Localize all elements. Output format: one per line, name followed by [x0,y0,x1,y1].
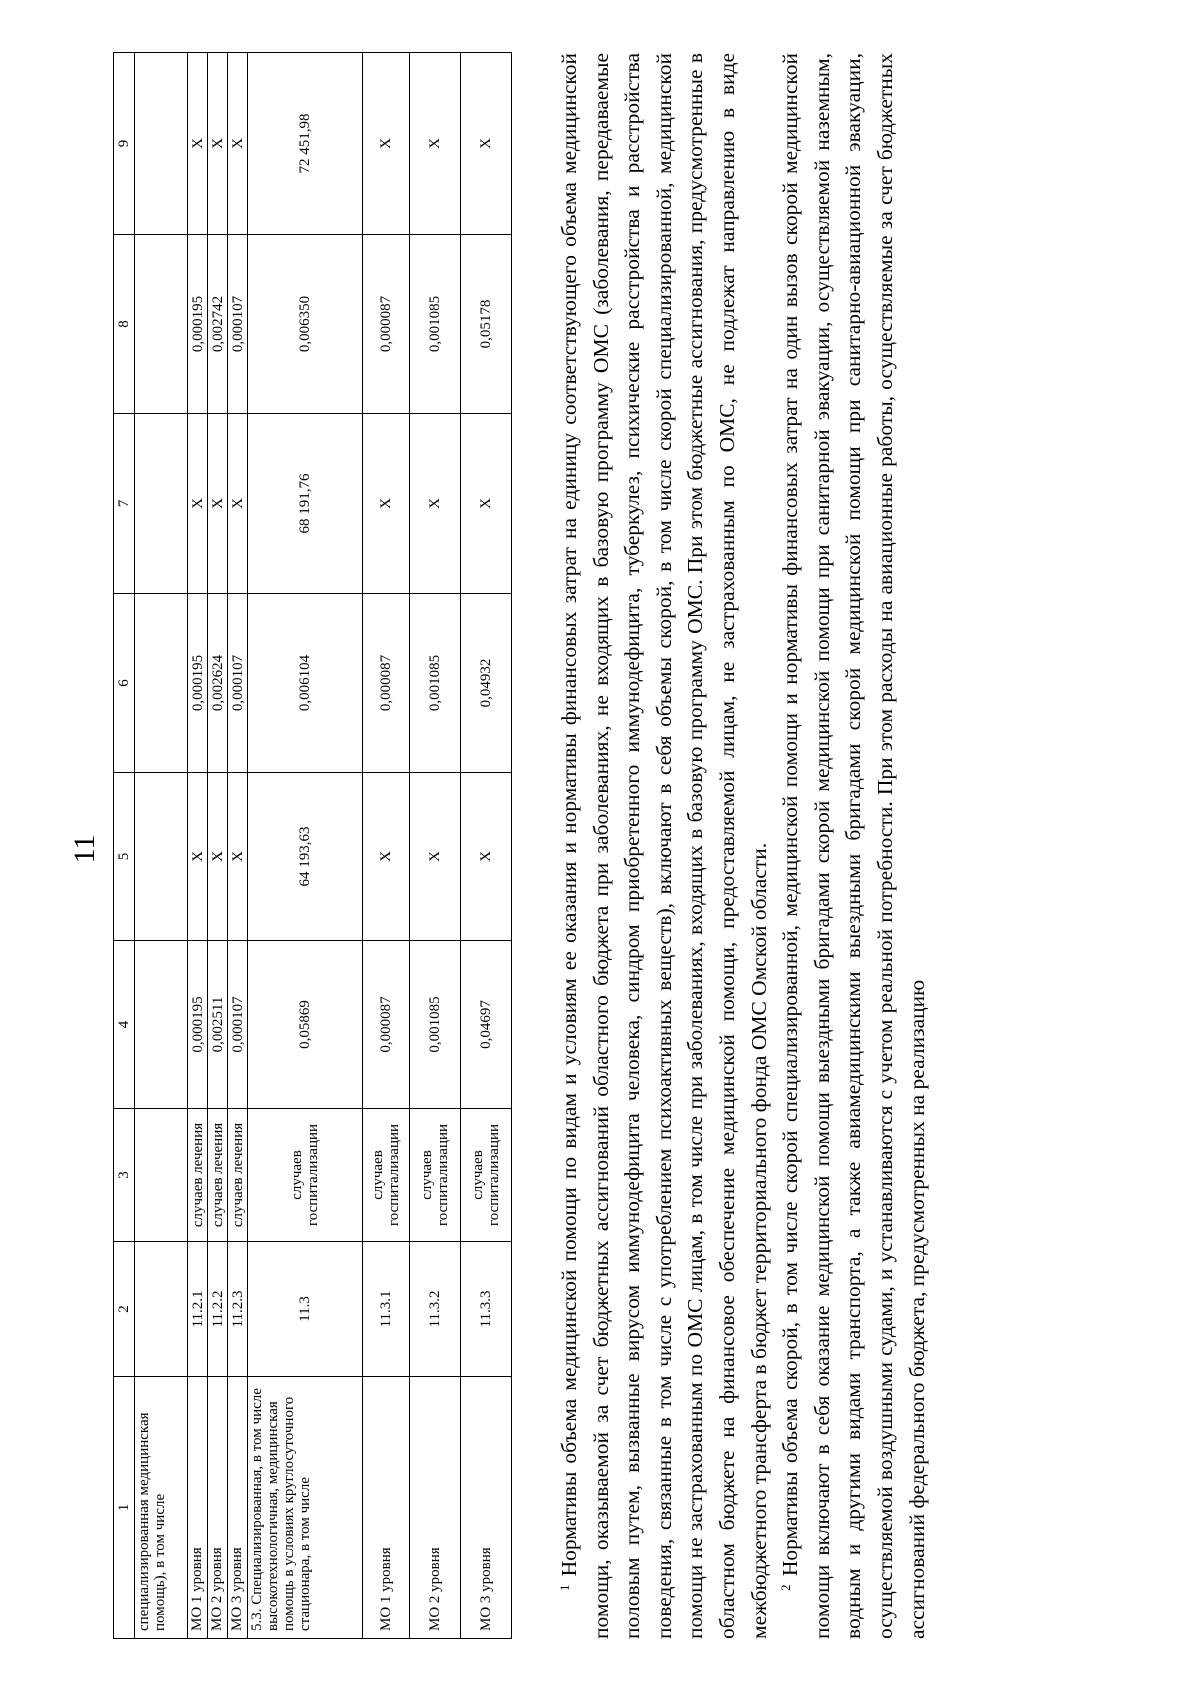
table-cell: случаев лечения [208,1109,228,1242]
header-cell: 9 [114,53,135,235]
header-cell: 3 [114,1109,135,1242]
table-cell: 11.2.2 [208,1242,228,1377]
table-cell: 0,000195 [188,941,208,1109]
footnote-text: Нормативы объема скорой, в том числе скорой специализированной, медицинской помощи и нормативы финансовых затрат на один вызов скорой медицинской помощи включают в себя оказание медицинской помощи выездными бригадами скорой медицинской помощи при санитарной эвакуации, осуществляемой наземным, водным и другими видами транспорта, а также авиамедицинскими выездными бригадами скорой медицинской помощи при санитарно-авиационной эвакуации, осуществляемой воздушными судами, и устанавливаются с учетом реальной потребности. При этом расходы на авиационные работы, осуществляемые за счет бюджетных ассигнований федерального бюджета, предусмотренных на реализацию [778,53,929,1639]
header-cell: 4 [114,941,135,1109]
table-row [135,53,188,1639]
table-cell: Х [461,53,512,235]
table-cell [135,1242,188,1377]
table-row [461,53,512,1639]
table-cell: 0,000195 [188,235,208,414]
table-cell: 0,002511 [208,941,228,1109]
table-cell: 0,05178 [461,235,512,414]
table-cell: 11.3 [248,1242,363,1377]
table-cell: 0,006350 [248,235,363,414]
row-label: МО 1 уровня [188,1377,208,1639]
table-cell: Х [208,53,228,235]
table-cell: Х [410,53,461,235]
header-cell: 7 [114,414,135,594]
table-cell: 0,000107 [228,235,248,414]
table-cell: 0,05869 [248,941,363,1109]
row-label: МО 3 уровня [228,1377,248,1639]
table-cell: 11.3.2 [410,1242,461,1377]
table-cell: 0,000087 [363,235,410,414]
table-cell: 64 193,63 [248,773,363,941]
table-cell: 0,000107 [228,594,248,773]
table-row [208,53,228,1639]
table-cell [135,1109,188,1242]
header-row [114,53,135,1639]
footnote-mark: 1 [557,1584,572,1591]
table-cell: 11.3.3 [461,1242,512,1377]
table-cell: Х [228,53,248,235]
table-cell: 0,001085 [410,594,461,773]
table-cell: 0,04697 [461,941,512,1109]
row-label: МО 2 уровня [410,1377,461,1639]
table-row [363,53,410,1639]
table-cell: Х [363,773,410,941]
table-cell: Х [461,414,512,594]
table-cell: случаев госпитализации [410,1109,461,1242]
table-cell: Х [410,773,461,941]
table-cell: 68 191,76 [248,414,363,594]
row-label: специализированная медицинская помощь), в том числе [135,1377,188,1639]
table-cell: 0,002624 [208,594,228,773]
normatives-table [113,52,512,1639]
table-cell: случаев госпитализации [248,1109,363,1242]
table-cell: Х [188,414,208,594]
row-label: МО 1 уровня [363,1377,410,1639]
row-label: МО 3 уровня [461,1377,512,1639]
table-cell: 0,000087 [363,594,410,773]
footnote-text: Нормативы объема медицинской помощи по видам и условиям ее оказания и нормативы финансовых затрат на единицу соответствующего объема медицинской помощи, оказываемой за счет бюджетных ассигнований областного бюджета при заболеваниях, не входящих в базовую программу ОМС (заболевания, передаваемые половым путем, вызванные вирусом иммунодефицита человека, синдром приобретенного иммунодефицита, туберкулез, психические расстройства и расстройства поведения, связанные в том числе с употреблением психоактивных веществ), включают в себя объемы скорой, в том числе скорой специализированной, медицинской помощи не застрахованным по ОМС лицам, в том числе при заболеваниях, входящих в базовую программу ОМС. При этом бюджетные ассигнования, предусмотренные в областном бюджете на финансовое обеспечение медицинской помощи, предоставляемой лицам, не застрахованным по ОМС, не подлежат направлению в виде межбюджетного трансферта в бюджет территориального фонда ОМС Омской области. [557,52,771,1639]
table-cell [135,414,188,594]
table-cell: 0,001085 [410,941,461,1109]
header-cell: 1 [114,1377,135,1639]
table-cell: 11.3.1 [363,1242,410,1377]
header-cell: 2 [114,1242,135,1377]
table-cell [135,941,188,1109]
row-label: 5.3. Специализированная, в том числе высокотехнологичная, медицинская помощь в условиях круглосуточного стационара, в том числе [248,1377,363,1639]
table-cell: Х [228,414,248,594]
table-cell: Х [461,773,512,941]
table-cell [135,594,188,773]
table-cell: Х [363,53,410,235]
table-cell: 72 451,98 [248,53,363,235]
table-cell: 0,000195 [188,594,208,773]
table-cell: 0,000087 [363,941,410,1109]
table-cell: Х [228,773,248,941]
row-label: МО 2 уровня [208,1377,228,1639]
table-cell: 11.2.1 [188,1242,208,1377]
table-cell [135,53,188,235]
footnotes [554,53,933,1639]
table-cell: 0,006104 [248,594,363,773]
header-cell: 6 [114,594,135,773]
footnote-mark: 2 [778,1584,794,1591]
table-row [228,53,248,1639]
table-row [188,53,208,1639]
table-row [248,53,363,1639]
footnote-1 [554,53,775,1639]
table-cell: Х [208,414,228,594]
table-cell [135,235,188,414]
table-cell: Х [410,414,461,594]
table-row [410,53,461,1639]
page-number: 11 [68,834,101,864]
table-cell: 0,04932 [461,594,512,773]
table-cell: 0,001085 [410,235,461,414]
table-cell: 11.2.3 [228,1242,248,1377]
table-cell: Х [208,773,228,941]
header-cell: 8 [114,235,135,414]
table-cell: случаев лечения [188,1109,208,1242]
table-cell: случаев госпитализации [461,1109,512,1242]
table-cell: 0,002742 [208,235,228,414]
table-cell: Х [188,773,208,941]
table-cell: случаев лечения [228,1109,248,1242]
table-cell [135,773,188,941]
table-cell: Х [188,53,208,235]
table-cell: случаев госпитализации [363,1109,410,1242]
table-cell: Х [363,414,410,594]
footnote-2 [775,53,933,1639]
header-cell: 5 [114,773,135,941]
table-cell: 0,000107 [228,941,248,1109]
